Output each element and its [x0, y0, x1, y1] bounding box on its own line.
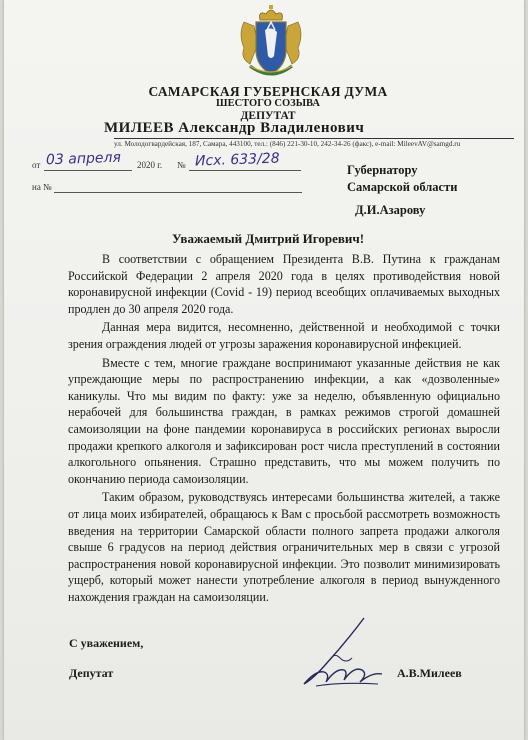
letter-body [68, 251, 500, 607]
deputy-title: ДЕПУТАТ [240, 110, 296, 122]
contact-line: ул. Молодогвардейская, 187, Самара, 443100, тел.: (846) 221-30-10, 242-34-26 (факс), e-mail: MileevAV@samgd.ru [114, 138, 514, 148]
handwritten-signature [286, 612, 396, 694]
reference-label: на № [32, 182, 52, 192]
deputy-name: МИЛЕЕВ Александр Владиленович [104, 120, 365, 136]
paragraph-1: В соответствии с обращением Президента В.В. Путина к гражданам Российской Федерации 2 апреля 2020 года в целях противодействия новой коронавирусной инфекции (Covid - 19) период всеобщих оплачиваемых выходных продлен до 30 апреля 2020 года. [68, 252, 500, 316]
handwritten-number: Исх. 633/28 [194, 150, 280, 170]
paragraph-4: Таким образом, руководствуясь интересами большинства жителей, а также от лица моих избирателей, обращаюсь к Вам с просьбой рассмотреть возможность введения на территории Самарской области полного запрета продажи алкоголя свыше 6 градусов на период действия ограничительных мер в связи с угрозой распространения новой коронавирусной инфекции. Это позволит минимизировать ущерб, который может нанести употребление алкоголя в период вынужденного нахождения граждан на самоизоляции. [68, 490, 500, 604]
paragraph-3: Вместе с тем, многие граждане воспринимают указанные действия не как упреждающие меры по распространению инфекции, а как «дозволенные» каникулы. Что мы видим по факту: уже за неделю, объявленную официально нерабочей для большинства граждан, в рамках режимов строгой домашней самоизоляции на фоне пандемии коронавируса в российских регионах выросли продажи крепкого алкоголя и зафиксирован рост числа преступлений в состоянии алкогольного опьянения. Страшно представить, что мы можем получить по окончанию периода самоизоляции. [68, 355, 500, 486]
coat-of-arms-icon [236, 4, 306, 84]
signer-name: А.В.Милеев [397, 666, 462, 680]
reference-underline [54, 192, 302, 193]
closing-regards: С уважением, [69, 636, 144, 650]
addressee-name: Д.И.Азарову [355, 203, 426, 217]
handwritten-date: 03 апреля [45, 149, 122, 169]
letter-sheet [4, 0, 524, 740]
date-underline [44, 170, 132, 171]
year-label: 2020 г. [137, 160, 163, 170]
convocation: ШЕСТОГО СОЗЫВА [216, 98, 320, 109]
number-label: № [177, 160, 186, 170]
paragraph-2: Данная мера видится, несомненно, действенной и необходимой с точки зрения ограждения людей от угрозы заражения коронавирусной инфекцией. [68, 320, 500, 351]
number-underline [189, 170, 301, 171]
closing-title: Депутат [69, 666, 114, 680]
addressee-region: Самарской области [347, 180, 458, 194]
date-label: от [32, 160, 41, 170]
organization-name: САМАРСКАЯ ГУБЕРНСКАЯ ДУМА [148, 84, 388, 99]
addressee-position: Губернатору [347, 163, 418, 177]
salutation: Уважаемый Дмитрий Игоревич! [171, 231, 365, 246]
